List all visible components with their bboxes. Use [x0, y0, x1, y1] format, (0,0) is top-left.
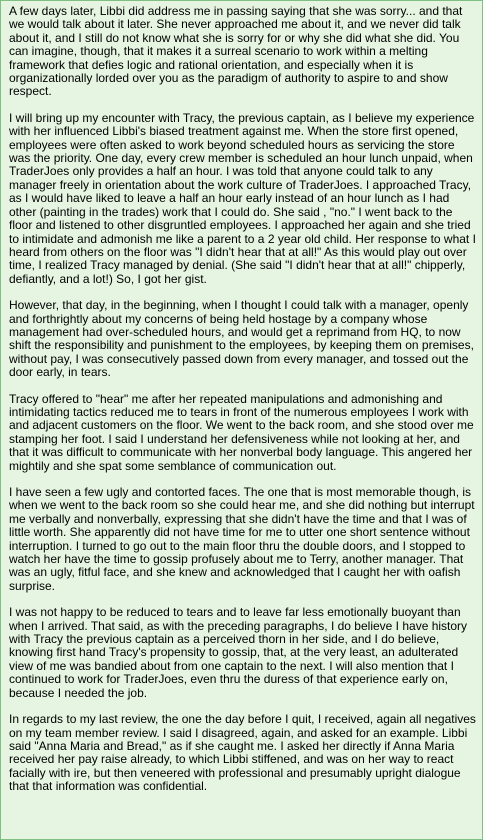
- paragraph-6: I was not happy to be reduced to tears and to leave far less emotionally buoyant than when I arrived. That said, as with the preceding paragraphs, I do believe I have history with Tracy the previous captain as a perceived thorn in her side, and I do believe, knowing first hand Tracy's propensity to gossip, that, at the very least, an adulterated view of me was bandied about from one captain to the next. I will also mention that I continued to work for TraderJoes, even thru the duress of that experience early on, because I needed the job.: [9, 605, 468, 700]
- paragraph-5: I have seen a few ugly and contorted faces. The one that is most memorable though, is when we went to the back room so she could hear me, and she did nothing but interrupt me verbally and nonverbally, expressing that she didn't have the time and that I was of little worth. She apparently did not have time for me to utter one short sentence without interruption. I turned to go out to the main floor thru the double doors, and I stopped to watch her have the time to gossip profusely about me to Terry, another manager. That was an ugly, fitful face, and she knew and acknowledged that I caught her with oafish surprise.: [9, 485, 475, 593]
- document-body: [9, 5, 479, 807]
- paragraph-4: Tracy offered to "hear" me after her repeated manipulations and admonishing and intimidating tactics reduced me to tears in front of the numerous employees I work with and adjacent customers on the floor. We went to the back room, and she stood over me stamping her foot. I said I understand her defensiveness while not looking at her, and that it was difficult to communicate with her nonverbal body language. This angered her mightily and she spat some semblance of communication out.: [9, 391, 474, 473]
- paragraph-1: A few days later, Libbi did address me in passing saying that she was sorry... and that we would talk about it later. She never approached me about it, and we never did talk about it, and I still do not know what she is sorry for or why she did what she did. You can imagine, though, that it makes it a surreal scenario to work within a melting framework that defies logic and rational orientation, and especially when it is organizationally lorded over you as the paradigm of authority to aspire to and show respect.: [9, 4, 463, 99]
- paragraph-7: In regards to my last review, the one the day before I quit, I received, again all negatives on my team member review. I said I disagreed, again, and asked for an example. Libbi said "Anna Maria and Bread," as if she caught me. I asked her directly if Anna Maria received her pay raise already, to which Libbi stiffened, and was on her way to react facially with ire, but then veneered with professional and presumably upright dialogue that that information was confidential.: [9, 712, 476, 794]
- paragraph-3: However, that day, in the beginning, when I thought I could talk with a manager, openly and forthrightly about my concerns of being held hostage by a company whose management had over-scheduled hours, and would get a reprimand from HQ, to now shift the responsibility and punishment to the employees, by keeping them on premises, without pay, I was consecutively passed down from every manager, and tossed out the door early, in tears.: [9, 298, 474, 380]
- paragraph-2: I will bring up my encounter with Tracy, the previous captain, as I believe my experience with her influenced Libbi's biased treatment against me. When the store first opened, employees were often asked to work beyond scheduled hours as servicing the store was the priority. One day, every crew member is scheduled an hour lunch unpaid, when TraderJoes only provides a half an hour. I was told that anyone could talk to any manager freely in orientation about the work culture of TraderJoes. I approached Tracy, as I would have liked to leave a half an hour early instead of an hour lunch as I had other (painting in the trades) work that I could do. She said , "no." I went back to the floor and listened to other disgruntled employees. I approached her again and she tried to intimidate and admonish me like a parent to a 2 year old child. Her response to what I heard from others on the floor was "I didn't hear that at all!" As this would play out over time, I realized Tracy managed by denial. (She said "I didn't hear that at all!" chipperly, defiantly, and a lot!) So, I got her gist.: [9, 110, 476, 286]
